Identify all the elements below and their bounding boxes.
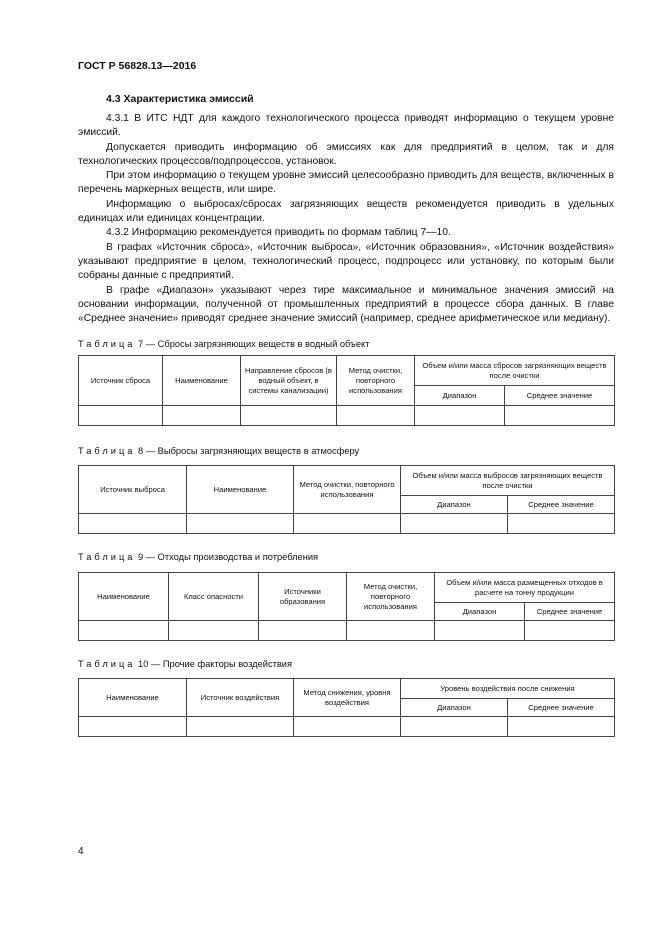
table-cell <box>525 621 615 641</box>
column-header: Наименование <box>79 679 187 717</box>
table-cell <box>187 717 294 737</box>
table-cell <box>187 514 294 534</box>
table-cell <box>505 406 615 426</box>
table-cell <box>294 717 401 737</box>
table-10-caption <box>78 659 292 669</box>
caption-text: 9 — Отходы производства и потребления <box>138 552 319 562</box>
caption-word: Таблица <box>78 659 136 669</box>
caption-word: Таблица <box>78 446 136 456</box>
column-header: Метод очистки, повторного использования <box>294 466 401 514</box>
table-7-caption <box>78 339 369 349</box>
sub-header: Диапазон <box>435 603 525 621</box>
column-header: Наименование <box>187 466 294 514</box>
column-header: Источник выброса <box>79 466 187 514</box>
sub-header: Среднее значение <box>505 386 615 406</box>
table-cell <box>508 717 615 737</box>
section-title: 4.3 Характеристика эмиссий <box>106 93 254 105</box>
table-cell <box>169 621 259 641</box>
column-header: Наименование <box>163 356 241 406</box>
body-text <box>78 112 614 326</box>
table-8 <box>78 465 615 534</box>
column-header: Метод очистки, повторного использования <box>347 573 435 621</box>
table-7 <box>78 355 615 426</box>
table-cell <box>347 621 435 641</box>
table-9-caption <box>78 552 318 562</box>
caption-text: 10 — Прочие факторы воздействия <box>138 659 293 669</box>
table-cell <box>163 406 241 426</box>
table-8-caption <box>78 446 359 456</box>
column-header: Наименование <box>79 573 169 621</box>
sub-header: Диапазон <box>401 699 508 717</box>
paragraph: В графах «Источник сброса», «Источник выброса», «Источник образования», «Источник воздействия» указывают предприятие в целом, технологический процесс, подпроцесс или установку, по которым были собраны данные с предприятий. <box>78 241 614 282</box>
column-header: Направление сбросов (в водный объект, в системы канализации) <box>241 356 337 406</box>
group-header: Объем и/или масса выбросов загрязняющих веществ после очистки <box>401 466 615 496</box>
table-row <box>79 621 615 641</box>
caption-text: 7 — Сбросы загрязняющих веществ в водный объект <box>138 339 370 349</box>
paragraph: При этом информацию о текущем уровне эмиссий целесообразно приводить для веществ, включенных в перечень маркерных веществ, или шире. <box>78 170 614 196</box>
table-row <box>79 406 615 426</box>
table-cell <box>415 406 505 426</box>
column-header: Источники образования <box>259 573 347 621</box>
caption-text: 8 — Выбросы загрязняющих веществ в атмосферу <box>138 446 360 456</box>
sub-header: Среднее значение <box>508 496 615 514</box>
paragraph: Допускается приводить информацию об эмиссиях как для предприятий в целом, так и для технологических процессов/подпроцессов, установок. <box>78 141 614 167</box>
column-header: Класс опасности <box>169 573 259 621</box>
table-cell <box>79 717 187 737</box>
group-header: Объем и/или масса размещенных отходов в расчете на тонну продукции <box>435 573 615 603</box>
table-cell <box>294 514 401 534</box>
table-cell <box>79 621 169 641</box>
sub-header: Среднее значение <box>508 699 615 717</box>
paragraph: 4.3.2 Информацию рекомендуется приводить по формам таблиц 7—10. <box>106 227 451 239</box>
table-9 <box>78 572 615 641</box>
column-header: Источник воздействия <box>187 679 294 717</box>
table-row <box>79 717 615 737</box>
table-row <box>79 514 615 534</box>
group-header: Объем и/или масса сбросов загрязняющих веществ после очистки <box>415 356 615 386</box>
column-header: Источник сброса <box>79 356 163 406</box>
caption-word: Таблица <box>78 339 136 349</box>
table-cell <box>401 514 508 534</box>
table-cell <box>259 621 347 641</box>
table-cell <box>241 406 337 426</box>
paragraph: Информацию о выбросах/сбросах загрязняющих веществ рекомендуется приводить в удельных единицах или единицах концентрации. <box>78 198 614 225</box>
sub-header: Диапазон <box>415 386 505 406</box>
paragraph: В графе «Диапазон» указывают через тире максимальное и минимальное значения эмиссий на основании информации, полученной от промышленных предприятий в процессе сбора данных. В главе «Среднее значение» приводят среднее значение эмиссий (например, среднее арифметическое или медиану). <box>78 284 614 325</box>
caption-word: Таблица <box>78 552 136 562</box>
document-header: ГОСТ Р 56828.13—2016 <box>78 60 197 72</box>
column-header: Метод очистки, повторного использования <box>337 356 415 406</box>
column-header: Метод снижения, уровня воздействия <box>294 679 401 717</box>
table-cell <box>79 514 187 534</box>
table-cell <box>435 621 525 641</box>
table-10 <box>78 678 615 737</box>
table-cell <box>401 717 508 737</box>
page-number: 4 <box>78 846 84 857</box>
table-cell <box>508 514 615 534</box>
sub-header: Среднее значение <box>525 603 615 621</box>
table-cell <box>79 406 163 426</box>
paragraph: 4.3.1 В ИТС НДТ для каждого технологического процесса приводят информацию о текущем уровне эмиссий. <box>78 113 614 139</box>
table-cell <box>337 406 415 426</box>
group-header: Уровень воздействия после снижения <box>401 679 615 699</box>
sub-header: Диапазон <box>401 496 508 514</box>
